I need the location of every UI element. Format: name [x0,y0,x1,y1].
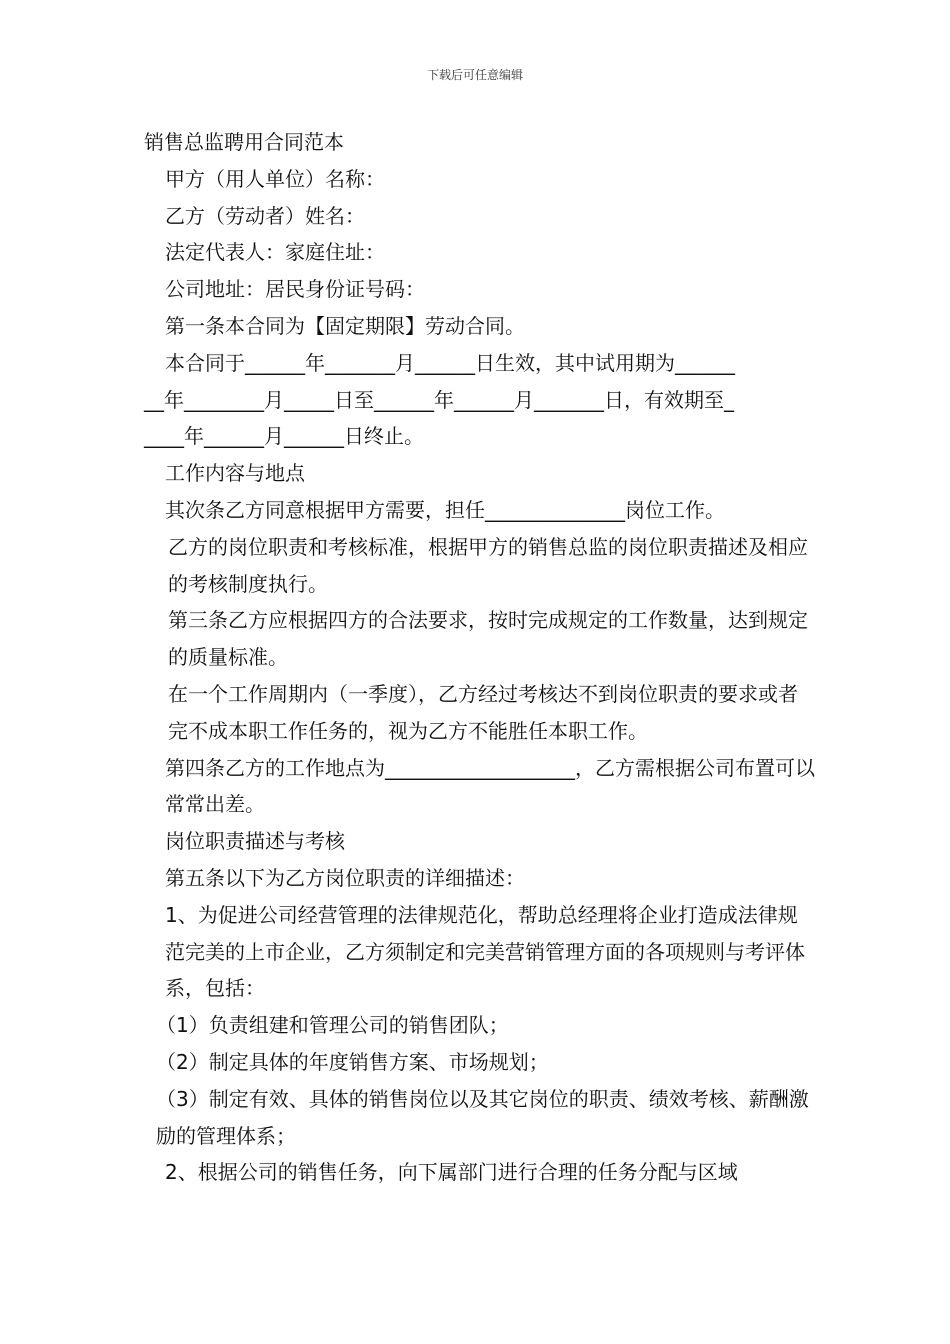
article-5: 第五条以下为乙方岗位职责的详细描述： [165,865,525,890]
duty-item-2: 2、根据公司的销售任务，向下属部门进行合理的任务分配与区域 [165,1160,738,1185]
section-heading-duty: 岗位职责描述与考核 [165,829,345,854]
article-2: 其次条乙方同意根据甲方需要，担任______________岗位工作。 [165,497,725,522]
work-cycle-paragraph: 在一个工作周期内（一季度），乙方经过考核达不到岗位职责的要求或者完不成本职工作任务的，视为乙方不能胜任本职工作。 [168,681,798,743]
legal-rep-line: 法定代表人：家庭住址： [165,240,385,265]
party-a-line: 甲方（用人单位）名称： [165,166,385,191]
article-4: 第四条乙方的工作地点为___________________，乙方需根据公司布置可以常常出差。 [165,755,815,817]
term-line-3: ____年______月______日终止。 [144,424,424,449]
duty-item-1: 1、为促进公司经营管理的法律规范化，帮助总经理将企业打造成法律规范完美的上市企业，乙方须制定和完美营销管理方面的各项规则与考评体系，包括： [165,902,805,1001]
company-address-line: 公司地址：居民身份证号码： [165,277,425,302]
duty-sub-item-2: （2）制定具体的年度销售方案、市场规划； [156,1049,549,1074]
document-body [144,124,816,1191]
party-b-line: 乙方（劳动者）姓名： [165,203,365,228]
page-header-note: 下载后可任意编辑 [426,68,523,82]
document-title: 销售总监聘用合同范本 [144,130,344,154]
article-3: 第三条乙方应根据四方的合法要求，按时完成规定的工作数量，达到规定的质量标准。 [168,608,808,670]
section-heading-work: 工作内容与地点 [165,461,305,486]
article-1: 第一条本合同为【固定期限】劳动合同。 [165,313,525,338]
duty-sub-item-1: （1）负责组建和管理公司的销售团队； [156,1013,509,1038]
term-line-1: 本合同于______年_______月______日生效，其中试用期为______ [165,350,735,375]
duty-sub-item-3: （3）制定有效、具体的销售岗位以及其它岗位的职责、绩效考核、薪酬激励的管理体系； [156,1086,809,1148]
term-line-2: __年________月_____日至______年______月_______日，有效期至_ [144,387,734,412]
duty-standard-paragraph: 乙方的岗位职责和考核标准，根据甲方的销售总监的岗位职责描述及相应的考核制度执行。 [168,534,808,596]
